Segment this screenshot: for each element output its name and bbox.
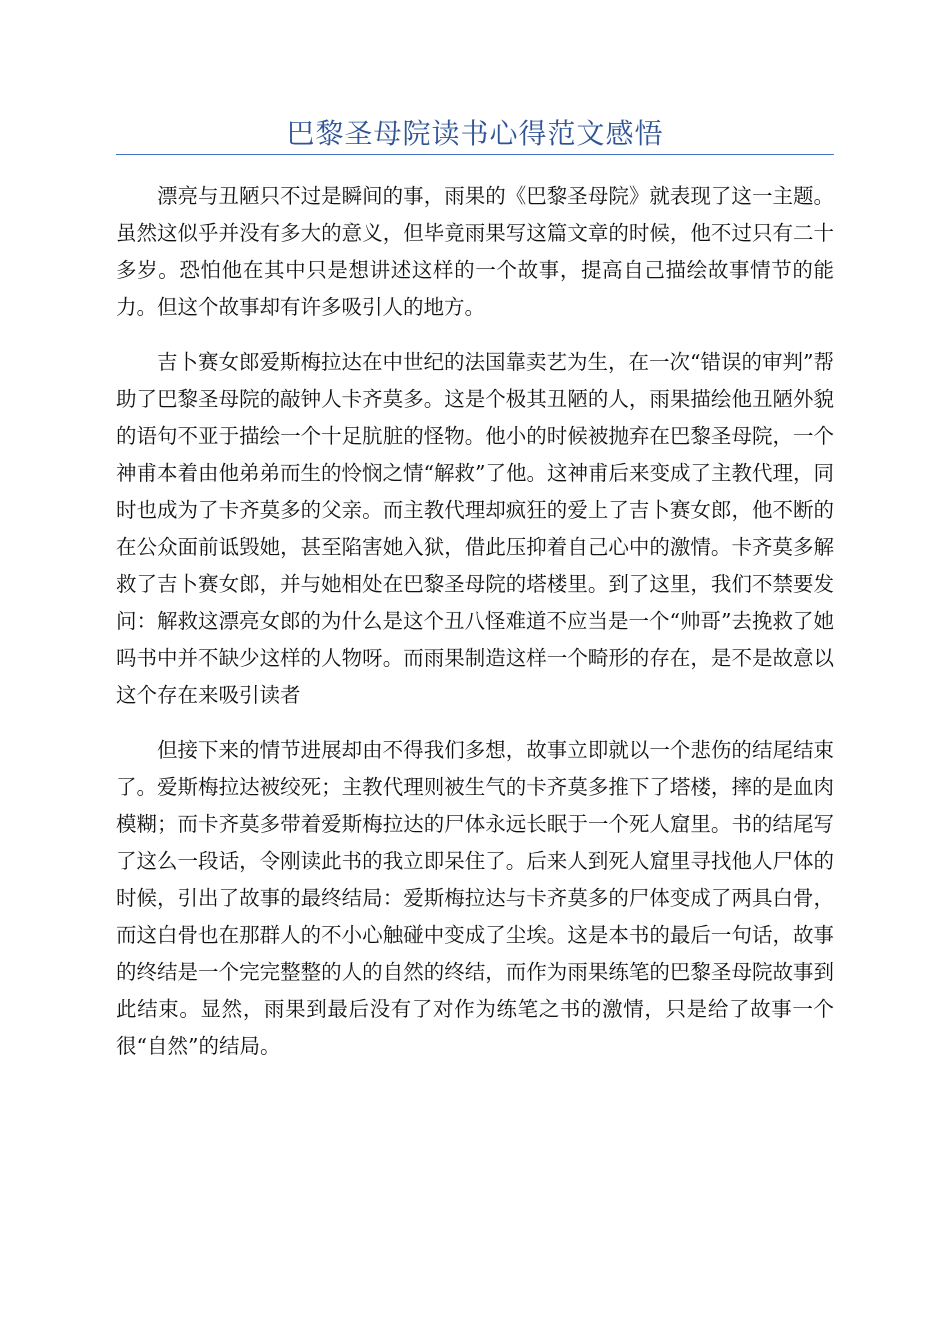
document-title: 巴黎圣母院读书心得范文感悟 [286, 117, 664, 150]
paragraph-3: 但接下来的情节进展却由不得我们多想，故事立即就以一个悲伤的结尾结束了。爱斯梅拉达被绞死；主教代理则被生气的卡齐莫多推下了塔楼，摔的是血肉模糊；而卡齐莫多带着爱斯梅拉达的尸体永远长眠于一个死人窟里。书的结尾写了这么一段话，令刚读此书的我立即呆住了。后来人到死人窟里寻找他人尸体的时候，引出了故事的最终结局：爱斯梅拉达与卡齐莫多的尸体变成了两具白骨，而这白骨也在那群人的不小心触碰中变成了尘埃。这是本书的最后一句话，故事的终结是一个完完整整的人的自然的终结，而作为雨果练笔的巴黎圣母院故事到此结束。显然，雨果到最后没有了对作为练笔之书的激情，只是给了故事一个很“自然”的结局。 [116, 738, 834, 1058]
title-underline [116, 154, 834, 155]
document-body [116, 178, 834, 1083]
paragraph-2: 吉卜赛女郎爱斯梅拉达在中世纪的法国靠卖艺为生，在一次“错误的审判”帮助了巴黎圣母院的敲钟人卡齐莫多。这是个极其丑陋的人，雨果描绘他丑陋外貌的语句不亚于描绘一个十足肮脏的怪物。他小的时候被抛弃在巴黎圣母院，一个神甫本着由他弟弟而生的怜悯之情“解救”了他。这神甫后来变成了主教代理，同时也成为了卡齐莫多的父亲。而主教代理却疯狂的爱上了吉卜赛女郎，他不断的在公众面前诋毁她，甚至陷害她入狱，借此压抑着自己心中的激情。卡齐莫多解救了吉卜赛女郎，并与她相处在巴黎圣母院的塔楼里。到了这里，我们不禁要发问：解救这漂亮女郎的为什么是这个丑八怪难道不应当是一个“帅哥”去挽救了她吗书中并不缺少这样的人物呀。而雨果制造这样一个畸形的存在，是不是故意以这个存在来吸引读者 [116, 350, 834, 707]
paragraph-1: 漂亮与丑陋只不过是瞬间的事，雨果的《巴黎圣母院》就表现了这一主题。虽然这似乎并没有多大的意义，但毕竟雨果写这篇文章的时候，他不过只有二十多岁。恐怕他在其中只是想讲述这样的一个故事，提高自己描绘故事情节的能力。但这个故事却有许多吸引人的地方。 [116, 184, 834, 319]
